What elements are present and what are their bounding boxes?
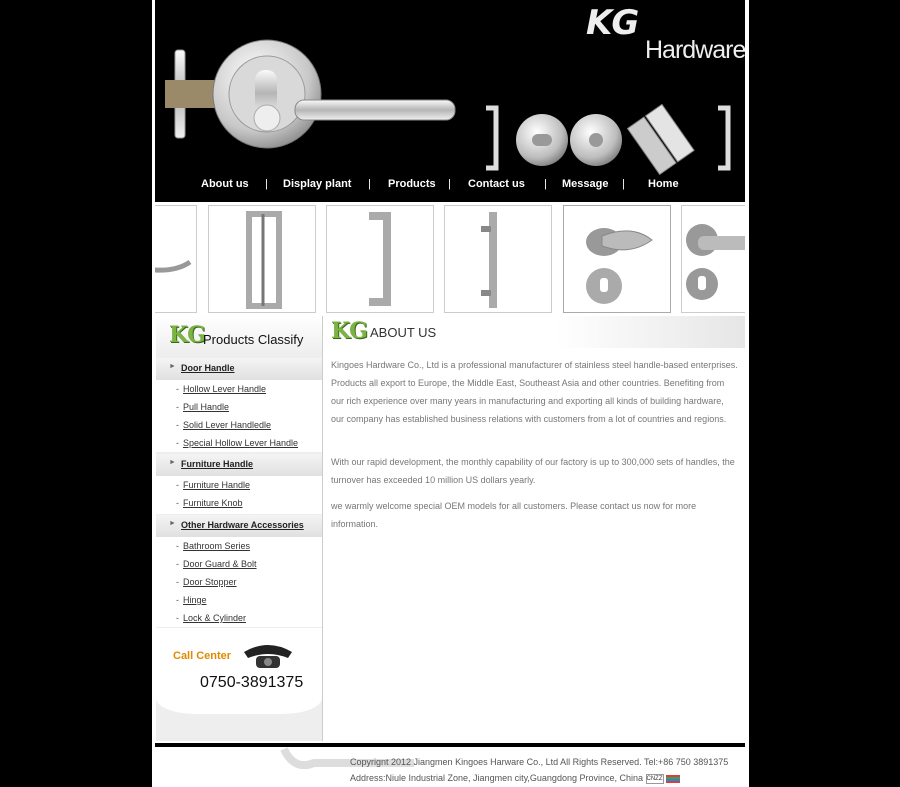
product-thumbnail[interactable] xyxy=(563,205,671,313)
nav-separator: | xyxy=(265,178,268,190)
nav-home[interactable]: Home xyxy=(648,178,679,190)
category-other-hardware-accessories[interactable]: ► Other Hardware Accessories xyxy=(156,515,322,537)
footer xyxy=(155,747,745,787)
subitem-hinge[interactable]: - Hinge xyxy=(176,595,207,605)
sidebar-header xyxy=(156,316,322,354)
subitem-solid-lever-handle[interactable]: - Solid Lever Handledle xyxy=(176,420,272,430)
main-nav xyxy=(155,174,745,198)
brand-kg-logo: KG xyxy=(586,3,639,43)
about-title: ABOUT US xyxy=(370,325,437,340)
about-header xyxy=(323,316,745,348)
subitem-special-hollow-lever-handle[interactable]: - Special Hollow Lever Handle xyxy=(176,438,299,448)
subitem-hollow-lever-handle[interactable]: - Hollow Lever Handle xyxy=(176,384,267,394)
nav-about-us[interactable]: About us xyxy=(201,178,249,190)
nav-products[interactable]: Products xyxy=(388,178,436,190)
furniture-handle-subitems xyxy=(156,476,322,514)
bullet-icon: ► xyxy=(169,520,176,527)
nav-separator: | xyxy=(622,178,625,190)
cnzz-badge[interactable]: CNZZ xyxy=(646,775,663,782)
sidebar xyxy=(156,316,323,741)
brand-name: Hardware xyxy=(645,36,745,64)
call-center-label: Call Center xyxy=(173,650,232,662)
subitem-pull-handle[interactable]: - Pull Handle xyxy=(176,402,230,412)
about-paragraph: we warmly welcome special OEM models for all customers. Please contact us now for more information. xyxy=(331,501,697,529)
nav-separator: | xyxy=(544,178,547,190)
subitem-lock-cylinder[interactable]: - Lock & Cylinder xyxy=(176,613,247,623)
page xyxy=(152,0,749,787)
product-thumbnail[interactable] xyxy=(208,205,316,313)
door-lock-handle-image xyxy=(155,30,465,180)
nav-contact-us[interactable]: Contact us xyxy=(468,178,525,190)
subitem-furniture-knob[interactable]: - Furniture Knob xyxy=(176,498,243,508)
kg-logo: KG xyxy=(331,318,367,344)
about-paragraph: Kingoes Hardware Co., Ltd is a professional manufacturer of stainless steel handle-based enterprises. Products all export to Europe, the Middle East, Southeast Asia and other countries. Benefiting from our rich experience over many years in manufacturing and exporting all kinds of building hardware, our company has established business relations with customers from a lot of countries and regions. xyxy=(331,360,738,424)
category-door-handle[interactable]: ► Door Handle xyxy=(156,358,322,380)
bullet-icon: ► xyxy=(169,363,176,370)
other-accessories-subitems xyxy=(156,537,322,627)
about-paragraph: With our rapid development, the monthly capability of our factory is up to 300,000 sets of handles, the turnover has exceeded 10 million US dollars yearly. xyxy=(331,457,735,485)
subitem-door-stopper[interactable]: - Door Stopper xyxy=(176,577,237,587)
copyright-text: Copyrignt 2012 Jiangmen Kingoes Harware Co., Ltd All Rights Reserved. Tel:+86 750 3891375 xyxy=(350,757,729,767)
product-thumbnail[interactable] xyxy=(326,205,434,313)
kg-logo: KG xyxy=(169,322,205,348)
main-content xyxy=(323,316,745,741)
telephone-icon xyxy=(240,642,296,670)
product-thumbnail[interactable] xyxy=(155,205,197,313)
product-thumbnail-strip xyxy=(155,204,745,314)
nav-message[interactable]: Message xyxy=(562,178,609,190)
stats-icon[interactable] xyxy=(666,775,680,783)
call-center-number: 0750-3891375 xyxy=(200,674,304,691)
sidebar-title: Products Classify xyxy=(203,332,304,347)
category-furniture-handle[interactable]: ► Furniture Handle xyxy=(156,454,322,476)
address-text: Address:Niule Industrial Zone, Jiangmen city,Guangdong Province, China CNZZ xyxy=(350,773,680,784)
subitem-door-guard-bolt[interactable]: - Door Guard & Bolt xyxy=(176,559,257,569)
nav-separator: | xyxy=(368,178,371,190)
nav-separator: | xyxy=(448,178,451,190)
bullet-icon: ► xyxy=(169,459,176,466)
product-thumbnail[interactable] xyxy=(681,205,745,313)
nav-display-plant[interactable]: Display plant xyxy=(283,178,352,190)
door-handle-subitems xyxy=(156,380,322,452)
call-center-box xyxy=(156,628,322,714)
subitem-bathroom-series[interactable]: - Bathroom Series xyxy=(176,541,251,551)
header-banner xyxy=(155,0,745,202)
product-thumbnail[interactable] xyxy=(444,205,552,313)
subitem-furniture-handle[interactable]: - Furniture Handle xyxy=(176,480,251,490)
hardware-products-image xyxy=(480,100,745,180)
